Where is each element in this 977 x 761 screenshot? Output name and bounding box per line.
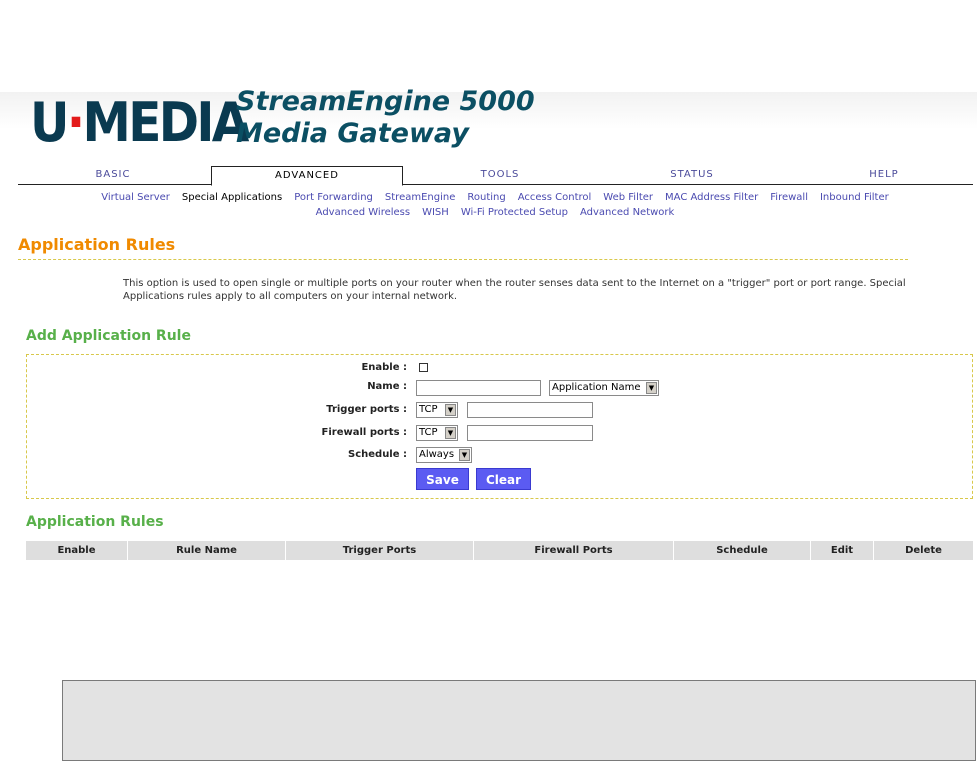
rules-table-title: Application Rules xyxy=(26,514,164,530)
rules-table-header xyxy=(26,541,973,560)
save-button[interactable]: Save xyxy=(416,468,469,490)
sub-navigation xyxy=(30,190,960,220)
subnav-wish[interactable]: WISH xyxy=(422,207,449,218)
trigger-protocol-select[interactable]: TCP ▼ xyxy=(416,402,458,418)
subnav-advanced-network[interactable]: Advanced Network xyxy=(580,207,675,218)
column-trigger-ports: Trigger Ports xyxy=(286,541,474,560)
tab-help[interactable]: HELP xyxy=(869,169,899,180)
column-firewall-ports: Firewall Ports xyxy=(474,541,674,560)
trigger-ports-input[interactable] xyxy=(467,402,593,418)
tab-advanced[interactable]: ADVANCED xyxy=(211,166,403,186)
clear-button[interactable]: Clear xyxy=(476,468,531,490)
subnav-web-filter[interactable]: Web Filter xyxy=(603,192,654,203)
dropdown-arrow-icon: ▼ xyxy=(445,404,456,416)
subnav-streamengine[interactable]: StreamEngine xyxy=(384,192,456,203)
intro-text: This option is used to open single or multiple ports on your router when the router senses data sent to the Internet on a "trigger" port or port range. Special Applications rules apply to all computers on your internal network. xyxy=(123,278,906,302)
firewall-ports-label: Firewall ports : xyxy=(321,427,407,438)
schedule-select[interactable]: Always ▼ xyxy=(416,447,472,463)
name-input[interactable] xyxy=(416,380,541,396)
column-rule-name: Rule Name xyxy=(128,541,286,560)
umedia-logo: U·MEDIA xyxy=(30,91,247,154)
column-edit: Edit xyxy=(811,541,874,560)
subnav-access-control[interactable]: Access Control xyxy=(517,192,592,203)
title-divider xyxy=(18,259,908,260)
tab-basic[interactable]: BASIC xyxy=(95,169,131,180)
name-label: Name : xyxy=(367,381,407,392)
column-delete: Delete xyxy=(905,545,942,556)
column-enable: Enable xyxy=(26,541,128,560)
product-name: StreamEngine 5000 Media Gateway xyxy=(236,86,535,149)
column-schedule: Schedule xyxy=(674,541,811,560)
dropdown-arrow-icon: ▼ xyxy=(445,427,456,439)
main-tabs xyxy=(18,166,973,185)
subnav-inbound-filter[interactable]: Inbound Filter xyxy=(819,192,889,203)
subnav-wifi-protected-setup[interactable]: Wi-Fi Protected Setup xyxy=(460,207,568,218)
subnav-port-forwarding[interactable]: Port Forwarding xyxy=(294,192,373,203)
dropdown-arrow-icon: ▼ xyxy=(459,449,470,461)
application-name-select[interactable]: Application Name ▼ xyxy=(549,380,659,396)
trigger-ports-label: Trigger ports : xyxy=(326,404,407,415)
firewall-protocol-select[interactable]: TCP ▼ xyxy=(416,425,458,441)
subnav-mac-address-filter[interactable]: MAC Address Filter xyxy=(665,192,759,203)
firewall-ports-input[interactable] xyxy=(467,425,593,441)
enable-label: Enable : xyxy=(361,362,407,373)
footer-panel xyxy=(62,680,976,761)
tab-status[interactable]: STATUS xyxy=(670,169,714,180)
subnav-advanced-wireless[interactable]: Advanced Wireless xyxy=(315,207,411,218)
page-title: Application Rules xyxy=(18,235,176,254)
subnav-special-applications[interactable]: Special Applications xyxy=(181,192,283,203)
subnav-virtual-server[interactable]: Virtual Server xyxy=(101,192,170,203)
tab-tools[interactable]: TOOLS xyxy=(480,169,520,180)
enable-checkbox[interactable] xyxy=(419,363,428,372)
dropdown-arrow-icon: ▼ xyxy=(646,382,657,394)
subnav-routing[interactable]: Routing xyxy=(467,192,506,203)
subnav-firewall[interactable]: Firewall xyxy=(770,192,808,203)
schedule-label: Schedule : xyxy=(348,449,407,460)
add-rule-title: Add Application Rule xyxy=(26,328,191,344)
